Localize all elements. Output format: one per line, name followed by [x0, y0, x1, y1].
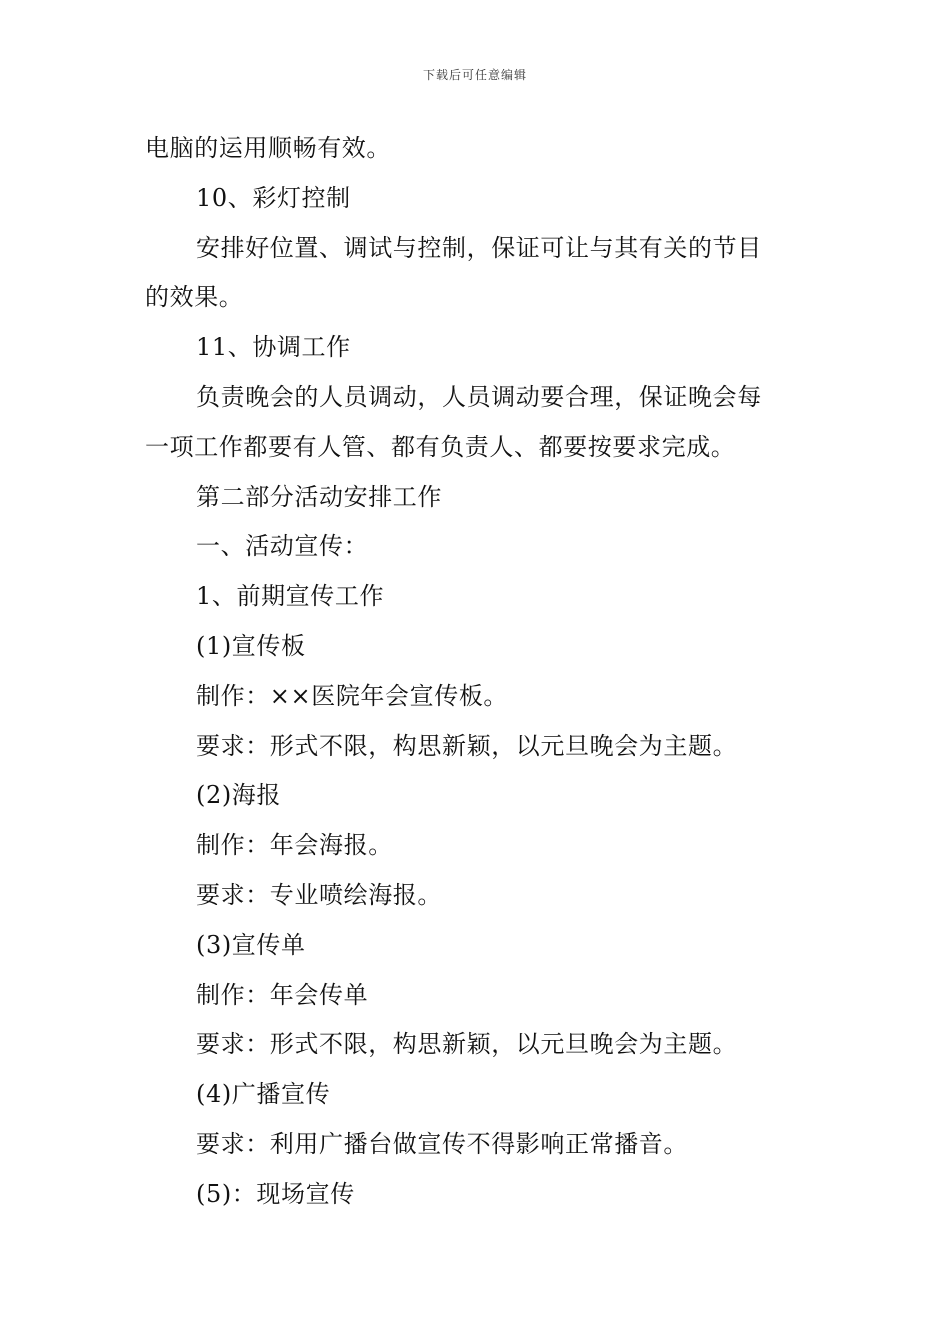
text-line-7: 一项工作都要有人管、都有负责人、都要按要求完成。 — [145, 432, 736, 461]
text-line-5: 11、协调工作 — [196, 333, 351, 362]
text-line-3: 安排好位置、调试与控制，保证可让与其有关的节目 — [196, 233, 762, 262]
text-line-22: (5)：现场宣传 — [196, 1179, 355, 1208]
text-line-12: 制作：××医院年会宣传板。 — [196, 681, 509, 710]
text-line-14: (2)海报 — [196, 781, 281, 810]
text-line-17: (3)宣传单 — [196, 930, 306, 959]
subsection-heading: 一、活动宣传： — [196, 532, 369, 561]
text-line-10: 1、前期宣传工作 — [196, 582, 385, 611]
text-line-15: 制作：年会海报。 — [196, 831, 393, 860]
text-line-11: (1)宣传板 — [196, 631, 306, 660]
page-header: 下载后可任意编辑 — [422, 68, 527, 82]
text-line-2: 10、彩灯控制 — [196, 183, 351, 212]
text-line-16: 要求：专业喷绘海报。 — [196, 880, 442, 909]
document-body — [145, 124, 810, 1220]
section-heading: 第二部分活动安排工作 — [196, 482, 442, 511]
text-line-21: 要求：利用广播台做宣传不得影响正常播音。 — [196, 1129, 688, 1158]
text-line-20: (4)广播宣传 — [196, 1080, 331, 1109]
text-line-18: 制作：年会传单 — [196, 980, 369, 1009]
text-line-6: 负责晚会的人员调动，人员调动要合理，保证晚会每 — [196, 382, 762, 411]
text-line-13: 要求：形式不限，构思新颖，以元旦晚会为主题。 — [196, 731, 738, 760]
text-line-1: 电脑的运用顺畅有效。 — [145, 134, 391, 162]
text-line-19: 要求：形式不限，构思新颖，以元旦晚会为主题。 — [196, 1030, 738, 1059]
text-line-4: 的效果。 — [145, 283, 244, 312]
